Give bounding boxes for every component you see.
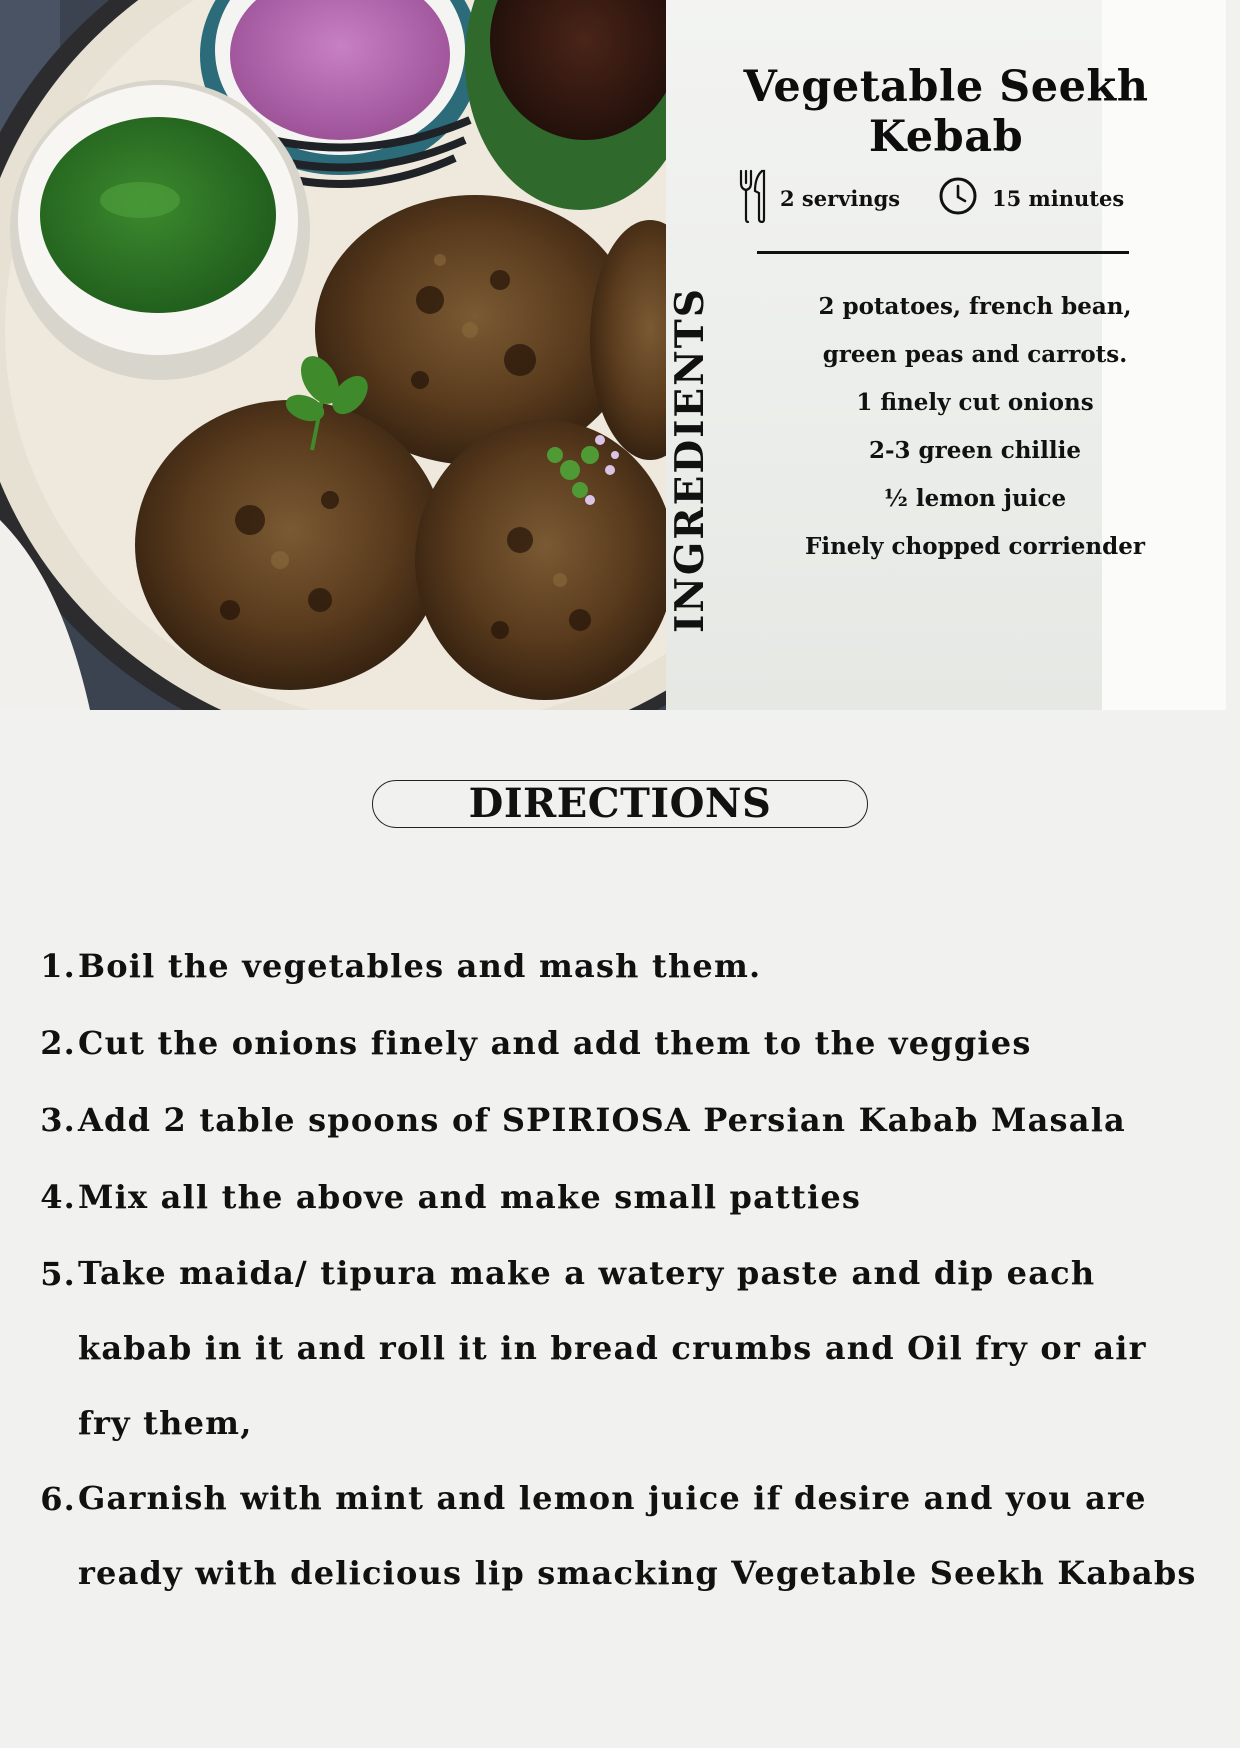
direction-step	[40, 1236, 1210, 1461]
direction-step	[40, 1159, 1210, 1236]
directions-heading: DIRECTIONS	[372, 780, 868, 828]
directions-list	[40, 928, 1210, 1611]
ingredient-item: 1 finely cut onions	[856, 389, 1094, 416]
direction-step	[40, 1005, 1210, 1082]
divider-line	[757, 251, 1129, 254]
step-number: 1.	[40, 947, 76, 985]
ingredients-list	[780, 283, 1170, 571]
ingredient-item: 2-3 green chillie	[868, 437, 1082, 464]
direction-step	[40, 1082, 1210, 1159]
ingredient-item: green peas and carrots.	[822, 341, 1128, 368]
step-number: 4.	[40, 1178, 76, 1216]
step-text: Garnish with mint and lemon juice if desire and you are ready with delicious lip smacking Vegetable Seekh Kababs	[78, 1479, 1197, 1592]
ingredient-item: ½ lemon juice	[883, 485, 1067, 512]
step-number: 5.	[40, 1255, 76, 1293]
food-photo	[0, 0, 666, 710]
ingredient-item: 2 potatoes, french bean,	[818, 293, 1132, 320]
step-text: Mix all the above and make small patties	[78, 1178, 862, 1216]
step-text: Cut the onions finely and add them to the veggies	[78, 1024, 1032, 1062]
direction-step	[40, 928, 1210, 1005]
servings-label: 2 servings	[780, 185, 901, 211]
step-text: Boil the vegetables and mash them.	[78, 947, 762, 985]
kebab-platter-illustration	[0, 0, 666, 710]
time-info	[938, 168, 1124, 228]
ingredient-item: Finely chopped corriender	[805, 533, 1145, 560]
time-label: 15 minutes	[992, 185, 1125, 211]
step-number: 2.	[40, 1024, 76, 1062]
servings-info	[738, 168, 900, 228]
recipe-card	[0, 0, 1226, 710]
step-number: 6.	[40, 1480, 76, 1518]
fork-knife-icon	[738, 169, 766, 228]
direction-step	[40, 1461, 1210, 1611]
step-number: 3.	[40, 1101, 76, 1139]
ingredients-heading-text: INGREDIENTS	[667, 287, 713, 633]
clock-icon	[938, 176, 978, 221]
step-text: Take maida/ tipura make a watery paste and dip each kabab in it and roll it in bread crumbs and Oil fry or air fry them,	[78, 1254, 1147, 1442]
step-text: Add 2 table spoons of SPIRIOSA Persian Kabab Masala	[78, 1101, 1126, 1139]
recipe-title: Vegetable Seekh Kebab	[743, 62, 1149, 162]
